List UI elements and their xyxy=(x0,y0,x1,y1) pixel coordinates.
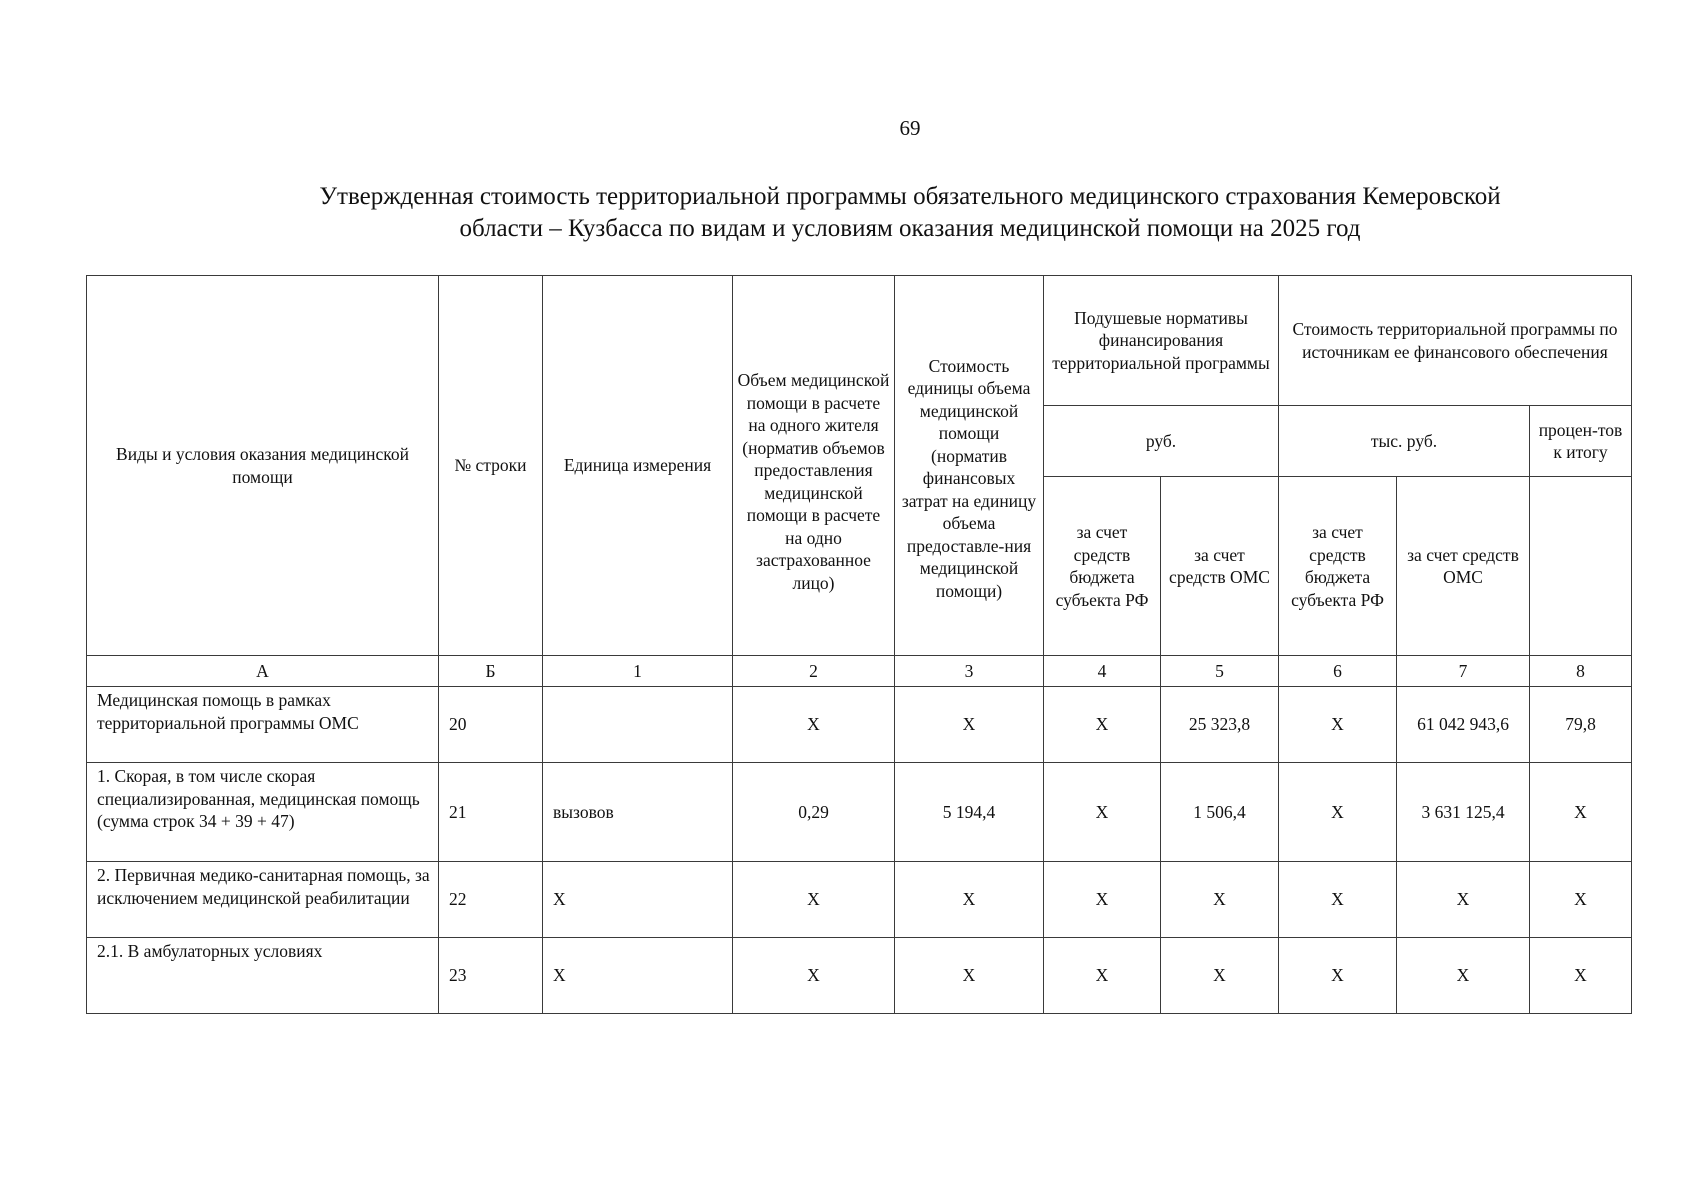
row-unit xyxy=(543,687,733,763)
row-number: 22 xyxy=(439,862,543,938)
title-line-1: Утвержденная стоимость территориальной программы обязательного медицинского страхования Кемеровской xyxy=(319,183,1501,210)
row-label: Медицинская помощь в рамках территориальной программы ОМС xyxy=(87,687,439,763)
row-thous-budget: X xyxy=(1279,938,1397,1014)
header-col5-oms: за счет средств ОМС xyxy=(1161,477,1279,656)
header-total-group: Стоимость территориальной программы по источникам ее финансового обеспечения xyxy=(1279,276,1632,406)
row-volume: X xyxy=(733,862,895,938)
header-per-capita-group: Подушевые нормативы финансирования территориальной программы xyxy=(1044,276,1279,406)
header-rub-cell: руб. xyxy=(1044,406,1279,477)
column-number: 8 xyxy=(1530,656,1632,687)
column-number: А xyxy=(87,656,439,687)
row-percent: 79,8 xyxy=(1530,687,1632,763)
row-cost: X xyxy=(895,938,1044,1014)
row-number: 21 xyxy=(439,763,543,862)
table-row xyxy=(87,862,1632,938)
row-volume: 0,29 xyxy=(733,763,895,862)
row-unit: X xyxy=(543,862,733,938)
cost-table xyxy=(86,275,1632,1014)
column-number: 6 xyxy=(1279,656,1397,687)
column-number: Б xyxy=(439,656,543,687)
header-thous-rub-cell: тыс. руб. xyxy=(1279,406,1530,477)
header-percent-cell: процен-тов к итогу xyxy=(1530,406,1632,477)
title-line-2: области – Кузбасса по видам и условиям оказания медицинской помощи на 2025 год xyxy=(459,215,1361,242)
header-row-1 xyxy=(87,276,1632,406)
row-label: 2. Первичная медико-санитарная помощь, за исключением медицинской реабилитации xyxy=(87,862,439,938)
row-thous-budget: X xyxy=(1279,763,1397,862)
column-number: 3 xyxy=(895,656,1044,687)
row-thous-budget: X xyxy=(1279,687,1397,763)
row-label: 2.1. В амбулаторных условиях xyxy=(87,938,439,1014)
row-volume: X xyxy=(733,938,895,1014)
header-type-cell: Виды и условия оказания медицинской помощи xyxy=(87,276,439,656)
row-rub-oms: 1 506,4 xyxy=(1161,763,1279,862)
header-row-no-cell: № строки xyxy=(439,276,543,656)
row-rub-oms: X xyxy=(1161,938,1279,1014)
table-row xyxy=(87,687,1632,763)
row-thous-budget: X xyxy=(1279,862,1397,938)
row-cost: X xyxy=(895,687,1044,763)
header-col8-empty xyxy=(1530,477,1632,656)
column-number: 1 xyxy=(543,656,733,687)
row-thous-oms: X xyxy=(1397,938,1530,1014)
header-col7-oms: за счет средств ОМС xyxy=(1397,477,1530,656)
row-percent: X xyxy=(1530,763,1632,862)
row-percent: X xyxy=(1530,938,1632,1014)
table-row xyxy=(87,938,1632,1014)
header-col6-budget: за счет средств бюджета субъекта РФ xyxy=(1279,477,1397,656)
header-volume-cell: Объем медицинской помощи в расчете на одного жителя (норматив объемов предоставления медицинской помощи в расчете на одно застрахованное лицо) xyxy=(733,276,895,656)
table-row xyxy=(87,763,1632,862)
row-thous-oms: 3 631 125,4 xyxy=(1397,763,1530,862)
row-rub-budget: X xyxy=(1044,687,1161,763)
row-percent: X xyxy=(1530,862,1632,938)
header-unit-cell: Единица измерения xyxy=(543,276,733,656)
row-label: 1. Скорая, в том числе скорая специализированная, медицинская помощь (сумма строк 34 + 39 + 47) xyxy=(87,763,439,862)
row-rub-budget: X xyxy=(1044,763,1161,862)
page-number: 69 xyxy=(899,116,921,140)
row-unit: X xyxy=(543,938,733,1014)
column-number: 2 xyxy=(733,656,895,687)
header-col4-budget: за счет средств бюджета субъекта РФ xyxy=(1044,477,1161,656)
row-volume: X xyxy=(733,687,895,763)
row-cost: X xyxy=(895,862,1044,938)
header-cost-cell: Стоимость единицы объема медицинской помощи (норматив финансовых затрат на единицу объема предоставле-ния медицинской помощи) xyxy=(895,276,1044,656)
document-title xyxy=(180,181,1640,245)
row-rub-oms: X xyxy=(1161,862,1279,938)
row-thous-oms: X xyxy=(1397,862,1530,938)
row-cost: 5 194,4 xyxy=(895,763,1044,862)
row-rub-oms: 25 323,8 xyxy=(1161,687,1279,763)
row-number: 20 xyxy=(439,687,543,763)
row-rub-budget: X xyxy=(1044,938,1161,1014)
row-thous-oms: 61 042 943,6 xyxy=(1397,687,1530,763)
column-number: 7 xyxy=(1397,656,1530,687)
row-number: 23 xyxy=(439,938,543,1014)
column-number: 5 xyxy=(1161,656,1279,687)
column-numbering-row xyxy=(87,656,1632,687)
row-unit: вызовов xyxy=(543,763,733,862)
column-number: 4 xyxy=(1044,656,1161,687)
row-rub-budget: X xyxy=(1044,862,1161,938)
